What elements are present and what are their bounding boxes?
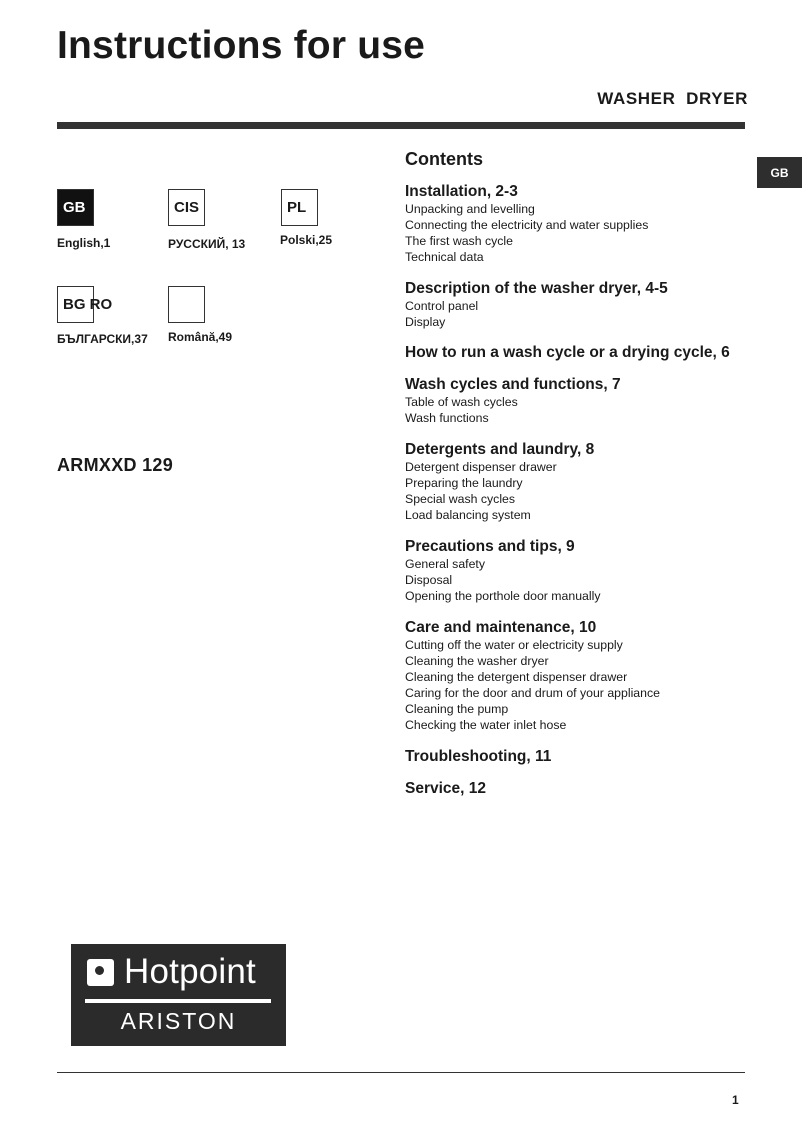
toc-item: Table of wash cycles: [405, 395, 518, 409]
table-of-contents: [405, 183, 775, 800]
toc-item: Wash functions: [405, 411, 489, 426]
toc-item: Cleaning the washer dryer: [405, 654, 549, 669]
lang-label-romanian: Română,49: [168, 330, 233, 344]
toc-section: [405, 441, 775, 538]
toc-section: [405, 183, 775, 280]
toc-item: General safety: [405, 557, 485, 571]
toc-section-title: Wash cycles and functions, 7: [405, 376, 621, 393]
document-title: Instructions for use: [57, 24, 426, 67]
brand-logo: [71, 944, 286, 1046]
lang-box-bg-ro: BG RO: [57, 286, 94, 323]
lang-box-ro: [168, 286, 205, 323]
model-number: ARMXXD 129: [57, 455, 174, 475]
toc-section: [405, 619, 775, 748]
lang-box-pl: PL: [281, 189, 318, 226]
brand-mark-icon: [87, 959, 114, 986]
toc-section-title: Precautions and tips, 9: [405, 538, 575, 555]
toc-section-title: Service, 12: [405, 780, 487, 797]
page-number: 1: [732, 1093, 739, 1107]
lang-label-bulgarian: БЪЛГАРСКИ,37: [57, 332, 148, 346]
toc-section: [405, 344, 775, 376]
toc-item: Load balancing system: [405, 508, 531, 523]
toc-section: [405, 538, 775, 619]
product-type: WASHER DRYER: [597, 89, 748, 108]
toc-item: Caring for the door and drum of your appliance: [405, 686, 660, 701]
toc-section: [405, 376, 775, 441]
contents-heading: Contents: [405, 149, 483, 169]
lang-label-russian: РУССКИЙ, 13: [168, 237, 246, 251]
toc-item: Control panel: [405, 299, 479, 313]
brand-name: Hotpoint: [124, 952, 256, 991]
toc-section-title: Detergents and laundry, 8: [405, 441, 595, 458]
toc-section-title: Troubleshooting, 11: [405, 748, 552, 765]
logo-divider: [85, 999, 271, 1003]
toc-section-title: Description of the washer dryer, 4-5: [405, 280, 668, 297]
toc-section: [405, 748, 775, 780]
toc-section: [405, 280, 775, 344]
lang-box-cis: CIS: [168, 189, 205, 226]
toc-item: Opening the porthole door manually: [405, 589, 601, 604]
toc-item: Cleaning the detergent dispenser drawer: [405, 670, 628, 685]
toc-item: Connecting the electricity and water supplies: [405, 218, 649, 233]
brand-subname: ARISTON: [120, 1008, 237, 1034]
toc-item: Checking the water inlet hose: [405, 718, 567, 733]
toc-item: Display: [405, 315, 446, 330]
toc-section-title: Care and maintenance, 10: [405, 619, 597, 636]
toc-item: Technical data: [405, 250, 484, 265]
lang-label-polish: Polski,25: [280, 233, 333, 247]
toc-section-title: Installation, 2-3: [405, 183, 518, 200]
toc-section-title: How to run a wash cycle or a drying cycle, 6: [405, 344, 730, 361]
toc-item: Cutting off the water or electricity supply: [405, 638, 623, 652]
toc-item: Detergent dispenser drawer: [405, 460, 557, 474]
lang-label-english: English,1: [57, 236, 111, 250]
toc-section: [405, 780, 775, 800]
toc-item: Preparing the laundry: [405, 476, 523, 491]
brand-mark-dot: [95, 966, 104, 975]
toc-item: Unpacking and levelling: [405, 202, 535, 216]
footer-divider: [57, 1072, 745, 1073]
toc-item: Cleaning the pump: [405, 702, 509, 717]
header-divider: [57, 122, 745, 129]
toc-item: The first wash cycle: [405, 234, 513, 249]
language-side-tab: GB: [757, 157, 802, 188]
toc-item: Disposal: [405, 573, 453, 588]
lang-box-gb: GB: [57, 189, 94, 226]
toc-item: Special wash cycles: [405, 492, 516, 507]
